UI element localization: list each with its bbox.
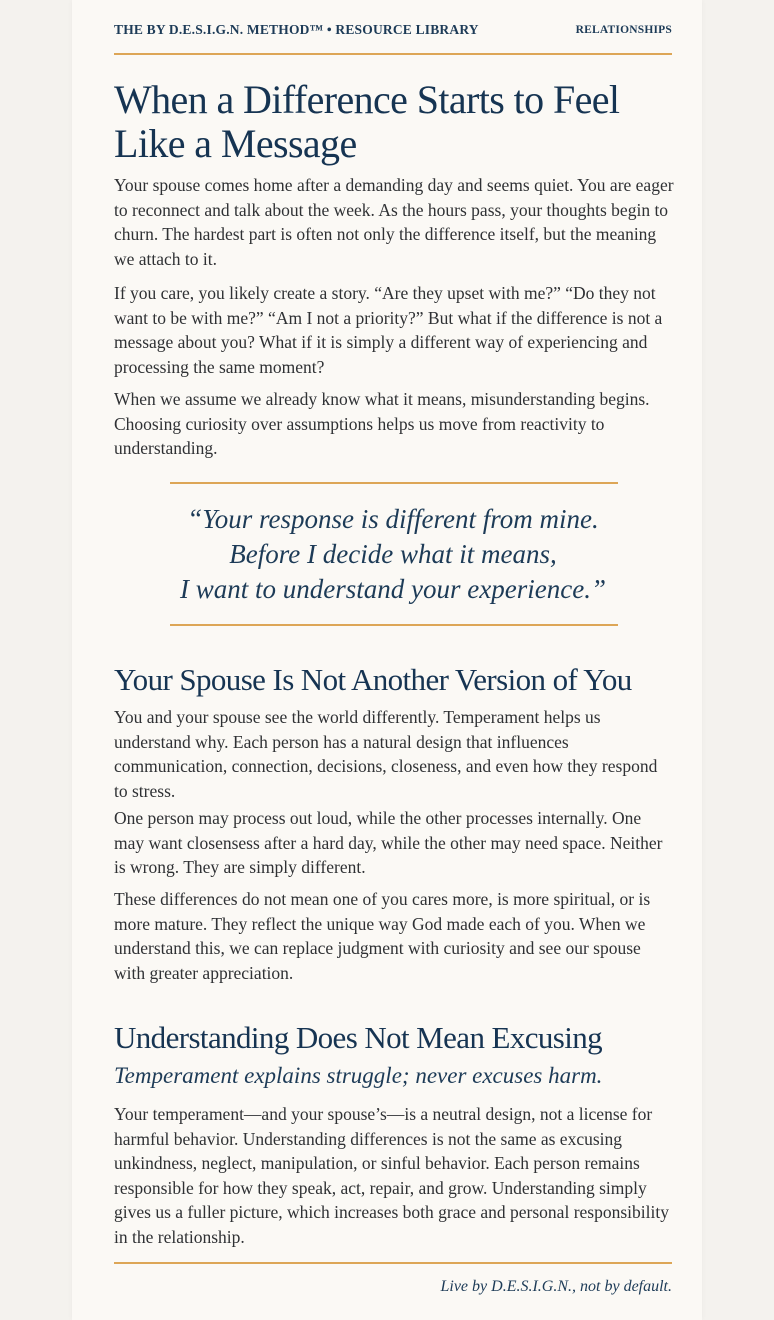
brand-label: THE BY D.E.S.I.G.N. METHOD™ • RESOURCE LIBRARY bbox=[114, 22, 479, 37]
page-header bbox=[114, 22, 672, 42]
section-2-paragraph-1: Your temperament—and your spouse’s—is a neutral design, not a license for harmful behavior. Understanding differences is not the same as excusing unkindness, neglect, manipulation, or sinful behavior. Each person remains responsible for how they speak, act, repair, and grow. Understanding simply gives us a fuller picture, which increases both grace and personal responsibility in the relationship. bbox=[114, 1104, 669, 1247]
footer-divider bbox=[114, 1262, 672, 1264]
quote-top-divider bbox=[170, 482, 618, 484]
pull-quote-line-2: Before I decide what it means, bbox=[229, 539, 557, 569]
header-divider bbox=[114, 53, 672, 55]
pull-quote bbox=[114, 502, 672, 607]
article-title: When a Difference Starts to Feel Like a Message bbox=[114, 77, 620, 166]
section-2-subtitle: Temperament explains struggle; never excuses harm. bbox=[114, 1063, 603, 1088]
section-1-paragraph-1: You and your spouse see the world differently. Temperament helps us understand why. Each person has a natural design that influences communication, connection, decisions, closeness, and even how they respond to stress. bbox=[114, 707, 658, 801]
section-1-heading: Your Spouse Is Not Another Version of You bbox=[114, 662, 632, 697]
section-1-paragraph-2: One person may process out loud, while the other processes internally. One may want closensess after a hard day, while the other may need space. Neither is wrong. They are simply different. bbox=[114, 808, 663, 877]
intro-paragraph-2: If you care, you likely create a story. “Are they upset with me?” “Do they not want to be with me?” “Am I not a priority?” But what if the difference is not a message about you? What if it is simply a different way of experiencing and processing the same moment? bbox=[114, 283, 663, 377]
section-2-heading: Understanding Does Not Mean Excusing bbox=[114, 1020, 603, 1055]
document-page bbox=[72, 0, 702, 1320]
quote-bottom-divider bbox=[170, 624, 618, 626]
pull-quote-line-1: “Your response is different from mine. bbox=[187, 504, 599, 534]
intro-paragraph-3: When we assume we already know what it means, misunderstanding begins. Choosing curiosity over assumptions helps us move from reactivity to understanding. bbox=[114, 389, 650, 458]
pull-quote-line-3: I want to understand your experience.” bbox=[180, 574, 606, 604]
category-label: RELATIONSHIPS bbox=[575, 24, 672, 36]
section-1-paragraph-3: These differences do not mean one of you cares more, is more spiritual, or is more mature. They reflect the unique way God made each of you. When we understand this, we can replace judgment with curiosity and see our spouse with greater appreciation. bbox=[114, 889, 651, 983]
footer-tagline: Live by D.E.S.I.G.N., not by default. bbox=[440, 1278, 672, 1295]
intro-paragraph-1: Your spouse comes home after a demanding day and seems quiet. You are eager to reconnect and talk about the week. As the hours pass, your thoughts begin to churn. The hardest part is often not only the difference itself, but the meaning we attach to it. bbox=[114, 175, 674, 269]
